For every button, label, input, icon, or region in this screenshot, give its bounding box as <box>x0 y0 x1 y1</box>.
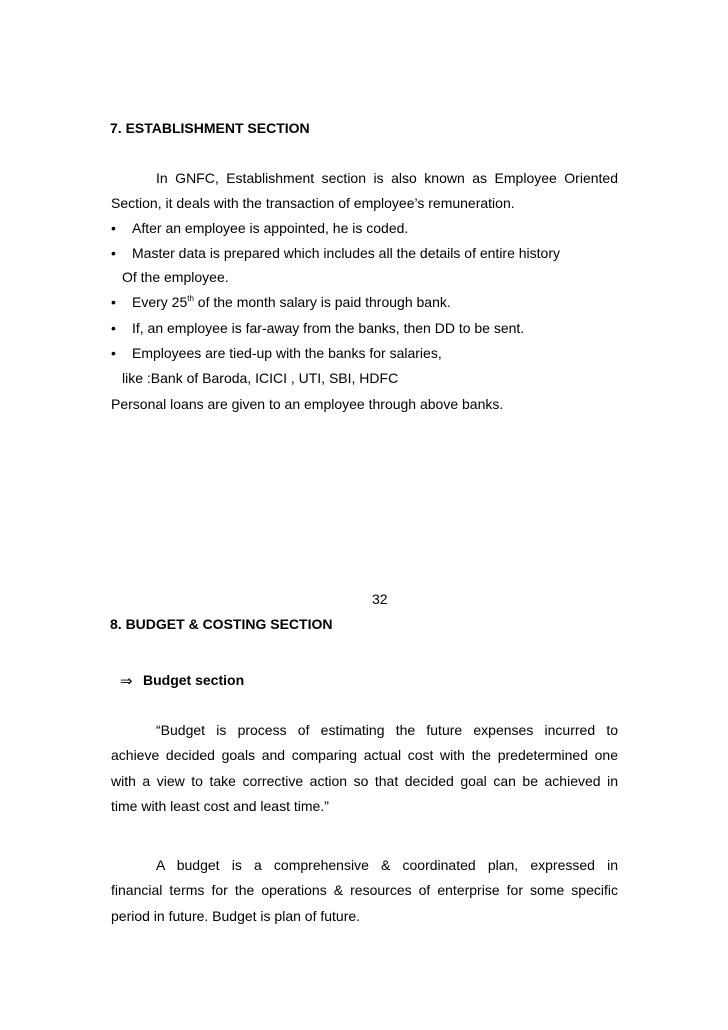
page-number: 32 <box>372 591 388 607</box>
budget-paragraph-line-1: A budget is a comprehensive & coordinated plan, expressed in <box>156 857 618 873</box>
quote-line-4: time with least cost and least time.” <box>111 798 329 814</box>
budget-paragraph-line-3: period in future. Budget is plan of future. <box>111 908 361 924</box>
bullet-item-3-pre: Every 25 <box>132 294 188 310</box>
right-arrow-icon: ⇒ <box>120 673 133 690</box>
budget-paragraph-line-2: financial terms for the operations & resources of enterprise for some specific <box>111 882 618 898</box>
bullet-item-5: Employees are tied-up with the banks for salaries, <box>132 345 442 361</box>
bullet-icon: • <box>111 294 116 310</box>
bullet-item-1: After an employee is appointed, he is coded. <box>132 220 409 236</box>
bullet-icon: • <box>111 320 116 336</box>
bullet-item-2: Master data is prepared which includes all the details of entire history <box>132 245 560 261</box>
bullet-icon: • <box>111 245 116 261</box>
bullet-item-4: If, an employee is far-away from the banks, then DD to be sent. <box>132 320 525 336</box>
bullet-item-5-continuation: like :Bank of Baroda, ICICI , UTI, SBI, HDFC <box>122 370 399 386</box>
section-7-intro-line-2: Section, it deals with the transaction of employee’s remuneration. <box>111 195 515 211</box>
bullet-icon: • <box>111 220 116 236</box>
section-8-heading: 8. BUDGET & COSTING SECTION <box>110 616 333 632</box>
bullet-icon: • <box>111 345 116 361</box>
bullet-item-3-superscript: th <box>187 294 194 303</box>
quote-line-2: achieve decided goals and comparing actual cost with the predetermined one <box>111 747 618 763</box>
section-7-heading: 7. ESTABLISHMENT SECTION <box>110 120 310 136</box>
bullet-item-2-continuation: Of the employee. <box>122 269 229 285</box>
section-7-closing: Personal loans are given to an employee through above banks. <box>111 396 504 412</box>
bullet-item-3-post: of the month salary is paid through bank. <box>193 294 451 310</box>
quote-line-1: “Budget is process of estimating the future expenses incurred to <box>156 722 618 738</box>
budget-section-subheading: Budget section <box>143 672 245 688</box>
quote-line-3: with a view to take corrective action so that decided goal can be achieved in <box>111 773 618 789</box>
bullet-item-3 <box>132 294 451 311</box>
section-7-intro-line-1: In GNFC, Establishment section is also known as Employee Oriented <box>156 170 618 186</box>
